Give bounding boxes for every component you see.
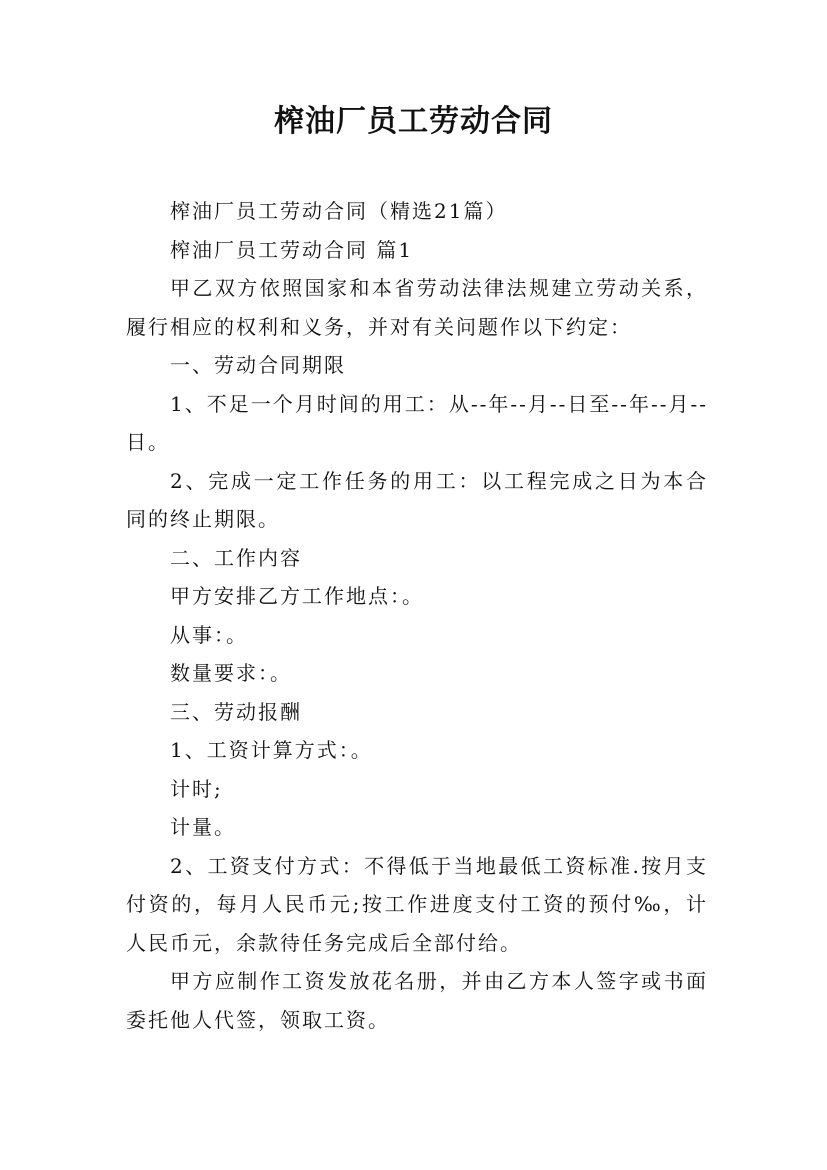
clause-heading: 二、工作内容: [170, 545, 302, 570]
clause-paragraph: 2、完成一定工作任务的用工：以工程完成之日为本合同的终止期限。: [126, 468, 708, 531]
clause-heading: 三、劳动报酬: [170, 699, 302, 724]
clause-paragraph: 从事：。: [170, 622, 248, 647]
clause-paragraph: 1、不足一个月时间的用工：从--年--月--日至--年--月--日。: [126, 391, 708, 454]
document-body: [126, 192, 708, 1039]
clause-paragraph: 甲方应制作工资发放花名册，并由乙方本人签字或书面委托他人代签，领取工资。: [126, 969, 708, 1032]
clause-paragraph: 计量。: [170, 815, 236, 839]
intro-paragraph: 甲乙双方依照国家和本省劳动法律法规建立劳动关系，履行相应的权利和义务，并对有关问题作以下约定：: [126, 276, 708, 339]
clause-paragraph: 数量要求：。: [170, 661, 292, 685]
clause-paragraph: 计时;: [170, 776, 223, 801]
clause-paragraph: 1、工资计算方式：。: [170, 738, 373, 762]
section-heading: 榨油厂员工劳动合同 篇1: [170, 237, 414, 262]
clause-paragraph: 甲方安排乙方工作地点：。: [170, 584, 424, 608]
subtitle-paragraph: 榨油厂员工劳动合同（精选21篇）: [170, 199, 508, 223]
clause-heading: 一、劳动合同期限: [170, 353, 346, 377]
clause-paragraph: 2、工资支付方式：不得低于当地最低工资标准.按月支付资的，每月人民币元;按工作进度支付工资的预付‰，计人民币元，余款待任务完成后全部付给。: [126, 853, 708, 955]
document-title: 榨油厂员工劳动合同: [274, 104, 553, 139]
